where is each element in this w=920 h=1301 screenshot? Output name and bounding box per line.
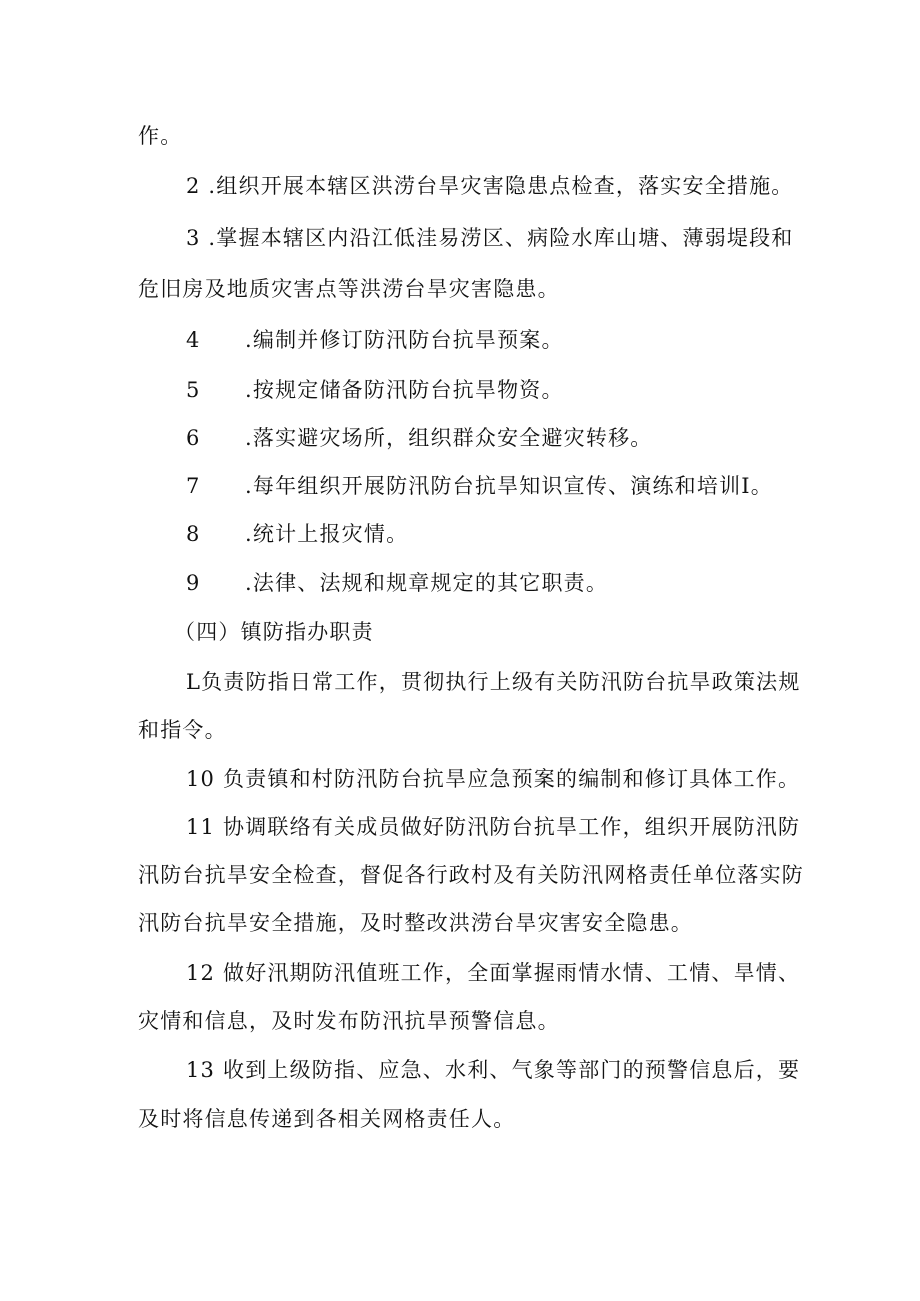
paragraph-line: 2 .组织开展本辖区洪涝台旱灾害隐患点检查，落实安全措施。 [186, 174, 794, 198]
paragraph-line: 3 .掌握本辖区内沿江低洼易涝区、病险水库山塘、薄弱堤段和 [186, 226, 794, 250]
list-item-text: .每年组织开展防汛防台抗旱知识宣传、演练和培训I。 [245, 474, 773, 498]
paragraph-line: 及时将信息传递到各相关网格责任人。 [138, 1107, 516, 1131]
paragraph-line: 12 做好汛期防汛值班工作，全面掌握雨情水情、工情、旱情、 [186, 961, 801, 985]
paragraph-line: 作。 [138, 124, 183, 148]
list-item-text: .编制并修订防汛防台抗旱预案。 [245, 328, 564, 352]
paragraph-line: 汛防台抗旱安全措施，及时整改洪涝台旱灾害安全隐患。 [138, 911, 693, 935]
list-item-text: .法律、法规和规章规定的其它职责。 [245, 571, 609, 595]
list-number: 7 [186, 474, 200, 498]
list-item-text: .落实避灾场所，组织群众安全避灾转移。 [245, 426, 653, 450]
paragraph-line: 灾情和信息，及时发布防汛抗旱预警信息。 [138, 1009, 560, 1033]
paragraph-line: 汛防台抗旱安全检查，督促各行政村及有关防汛网格责任单位落实防 [138, 863, 804, 887]
section-heading: （四）镇防指办职责 [174, 620, 374, 644]
paragraph-line: 11 协调联络有关成员做好防汛防台抗旱工作，组织开展防汛防 [186, 815, 801, 839]
list-number: 6 [186, 426, 200, 450]
list-number: 8 [186, 522, 200, 546]
list-number: 5 [186, 378, 200, 402]
list-number: 4 [186, 328, 200, 352]
paragraph-line: 和指令。 [138, 718, 227, 742]
list-number: 9 [186, 571, 200, 595]
paragraph-line: 危旧房及地质灾害点等洪涝台旱灾害隐患。 [138, 277, 560, 301]
paragraph-line: 10 负责镇和村防汛防台抗旱应急预案的编制和修订具体工作。 [186, 767, 801, 791]
paragraph-line: L负责防指日常工作，贯彻执行上级有关防汛防台抗旱政策法规 [186, 670, 801, 694]
list-item-text: .按规定储备防汛防台抗旱物资。 [245, 378, 564, 402]
paragraph-line: 13 收到上级防指、应急、水利、气象等部门的预警信息后，要 [186, 1058, 801, 1082]
list-item-text: .统计上报灾情。 [245, 522, 409, 546]
